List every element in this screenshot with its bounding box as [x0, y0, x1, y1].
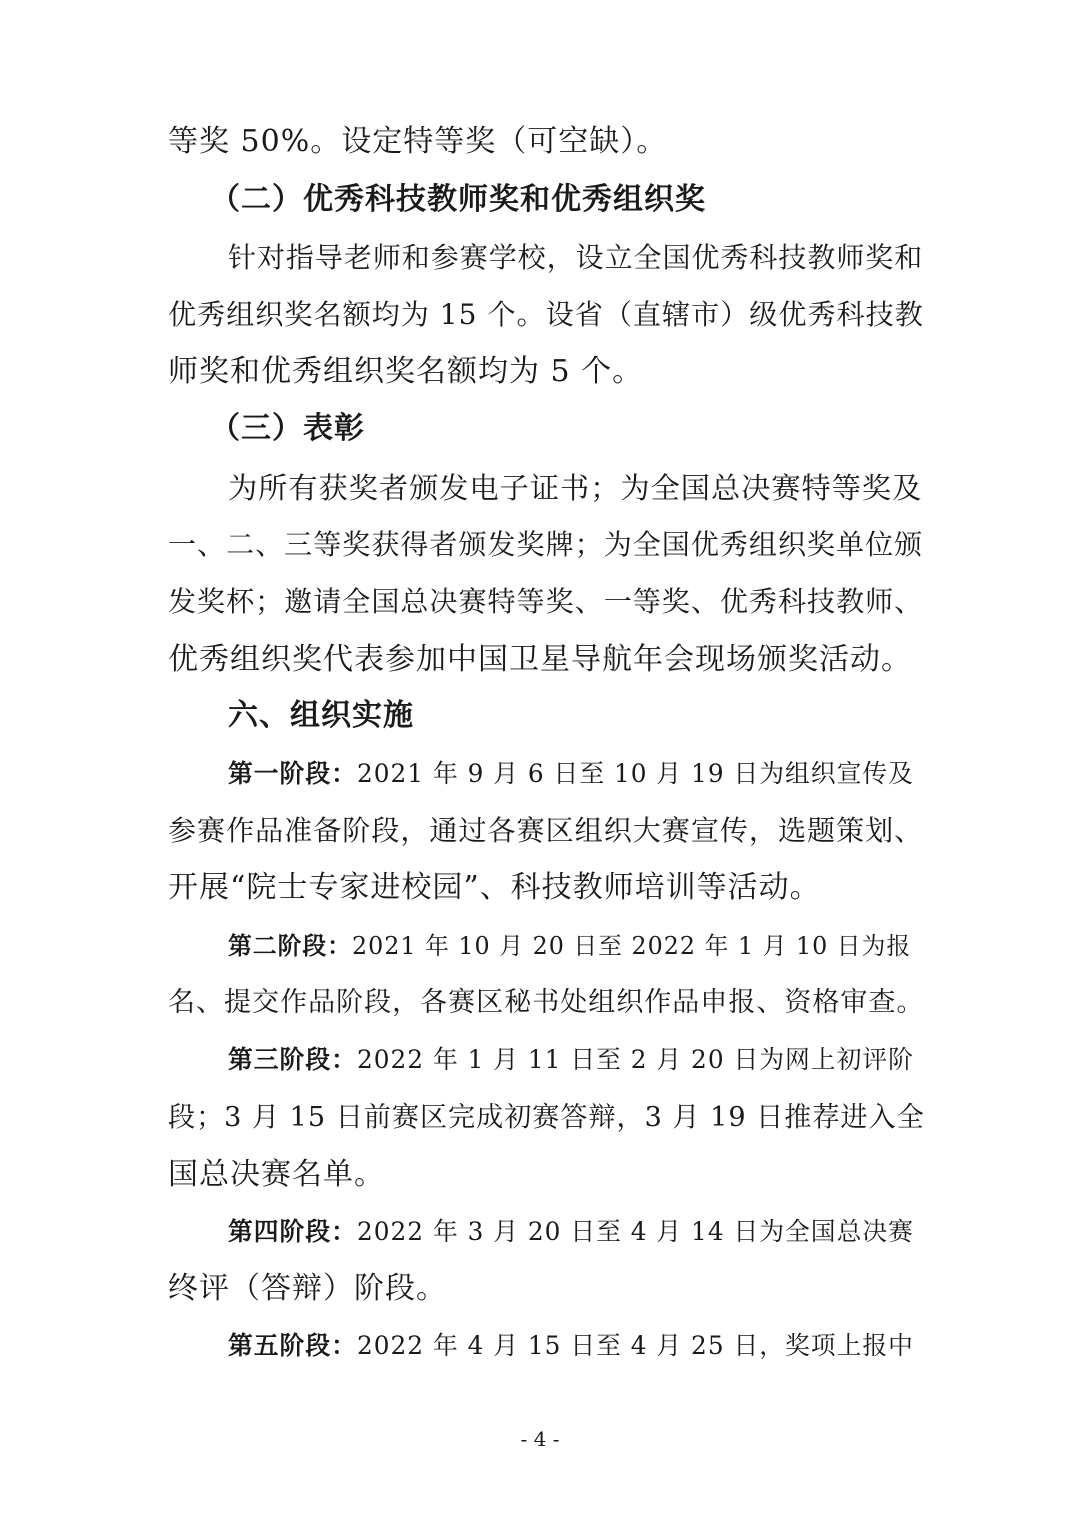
- body-line: [0, 859, 1080, 917]
- stage-line: [0, 1203, 1080, 1261]
- body-line: [0, 1260, 1080, 1318]
- chapter-heading: 六、组织实施: [228, 698, 414, 733]
- body-line: [0, 573, 1080, 631]
- stage-label: 第四阶段：: [228, 1217, 357, 1246]
- stage-label: 第五阶段：: [228, 1331, 357, 1360]
- body-text: 等奖 50%。设定特等奖（可空缺）。: [168, 124, 668, 159]
- stage-text: 2021 年 9 月 6 日至 10 月 19 日为组织宣传及: [357, 759, 914, 788]
- stage-line: [0, 1317, 1080, 1375]
- body-line: [0, 1146, 1080, 1204]
- stage-label: 第二阶段：: [228, 932, 352, 960]
- body-line: [0, 802, 1080, 860]
- body-text: 国总决赛名单。: [168, 1157, 385, 1192]
- section-heading: （三）表彰: [210, 411, 365, 446]
- body-text: 名、提交作品阶段，各赛区秘书处组织作品申报、资格审查。: [168, 987, 925, 1018]
- body-text: 优秀组织奖代表参加中国卫星导航年会现场颁奖活动。: [168, 642, 912, 677]
- body-text: 发奖杯；邀请全国总决赛特等奖、一等奖、优秀科技教师、: [168, 585, 924, 618]
- stage-label: 第三阶段：: [228, 1045, 357, 1074]
- stage-text: 2022 年 1 月 11 日至 2 月 20 日为网上初评阶: [357, 1045, 914, 1074]
- body-line: [0, 229, 1080, 287]
- section-heading-line: [0, 171, 1080, 229]
- body-text: 段；3 月 15 日前赛区完成初赛答辩，3 月 19 日推荐进入全: [168, 1102, 925, 1133]
- stage-text: 2021 年 10 月 20 日至 2022 年 1 月 10 日为报: [352, 932, 912, 960]
- body-text: 开展“院士专家进校园”、科技教师培训等活动。: [168, 870, 821, 905]
- body-line: [0, 113, 1080, 171]
- stage-label: 第一阶段：: [228, 759, 357, 788]
- section-heading-line: [0, 400, 1080, 458]
- body-text: 针对指导老师和参赛学校，设立全国优秀科技教师奖和: [228, 241, 924, 274]
- body-line: [0, 286, 1080, 344]
- chapter-heading-line: [0, 687, 1080, 745]
- body-text: 终评（答辩）阶段。: [168, 1271, 447, 1306]
- body-line: [0, 1089, 1080, 1147]
- section-heading: （二）优秀科技教师奖和优秀组织奖: [210, 182, 706, 217]
- stage-text: 2022 年 4 月 15 日至 4 月 25 日，奖项上报中: [357, 1331, 914, 1360]
- body-line: [0, 631, 1080, 689]
- body-line: [0, 459, 1080, 517]
- stage-line: [0, 917, 1080, 975]
- body-line: [0, 516, 1080, 574]
- body-text: 优秀组织奖名额均为 15 个。设省（直辖市）级优秀科技教: [168, 298, 924, 331]
- body-line: [0, 343, 1080, 401]
- body-text: 师奖和优秀组织奖名额均为 5 个。: [168, 354, 644, 389]
- page-number: - 4 -: [520, 1427, 560, 1451]
- body-text: 一、二、三等奖获得者颁发奖牌；为全国优秀组织奖单位颁: [168, 528, 924, 561]
- body-text: 参赛作品准备阶段，通过各赛区组织大赛宣传，选题策划、: [168, 814, 924, 847]
- stage-line: [0, 1031, 1080, 1089]
- stage-line: [0, 745, 1080, 803]
- stage-text: 2022 年 3 月 20 日至 4 月 14 日为全国总决赛: [357, 1217, 914, 1246]
- body-line: [0, 974, 1080, 1032]
- body-text: 为所有获奖者颁发电子证书；为全国总决赛特等奖及: [228, 471, 923, 505]
